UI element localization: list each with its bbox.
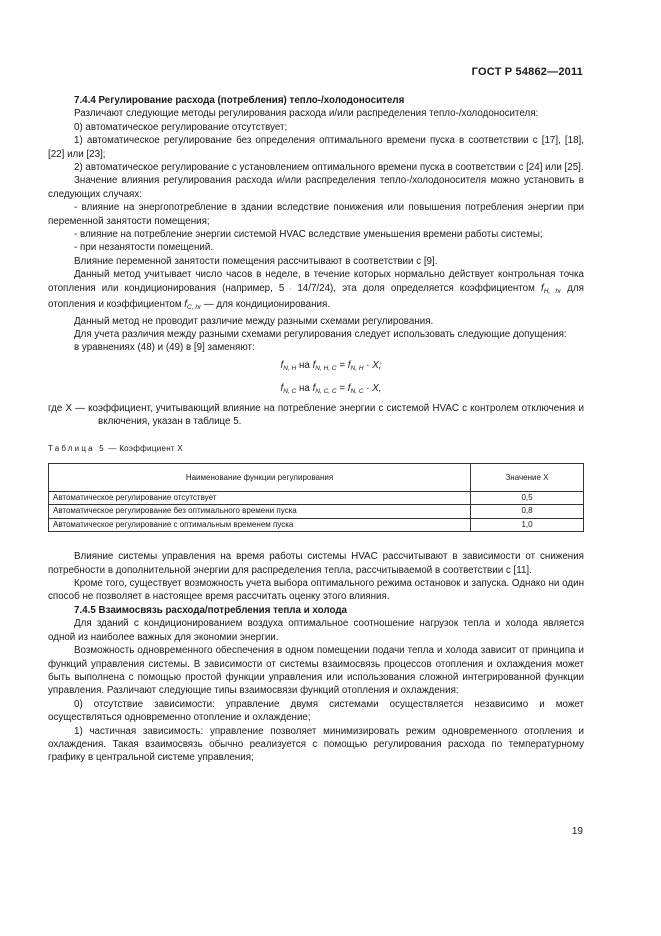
symbol-f: f xyxy=(312,383,316,395)
text-run: 14/7/24), эта доля определяется коэффициентом xyxy=(297,282,541,294)
text-run: для отопления и коэффициентом xyxy=(48,282,584,311)
list-item: 0) отсутствие зависимости: управление двумя системами осуществляется независимо и может осуществляться одновременно отопление и охлаждение; xyxy=(48,698,584,724)
page-number: 19 xyxy=(571,826,583,837)
paragraph: Влияние системы управления на время работы системы HVAC рассчитывают в зависимости от снижения потребности в дополнительной энергии для распределения тепла, рассчитываемой в соответствии с [11]. xyxy=(48,551,584,576)
table-caption-label: Таблица 5 xyxy=(48,444,106,454)
formula-2 xyxy=(78,382,584,398)
document-header: ГОСТ Р 54862—2011 xyxy=(471,66,583,78)
table-cell-value: 1,0 xyxy=(471,518,584,532)
subscript: N, H, C xyxy=(315,364,337,372)
paragraph: Данный метод не проводит различие между разными схемами регулирования. xyxy=(74,315,434,327)
text-run: — для кондиционирования. xyxy=(201,299,331,311)
formula-1 xyxy=(78,359,584,375)
paragraph: Возможность одновременного обеспечения в одном помещении подачи тепла и холода зависит от принципа и функций управления системы. В зависимости от системы взаимосвязь процессов отопления и охлаждения может быть выполнена с помощью простой функции управления или использования сложной интегрированной функции управления. Различают следующие типы взаимосвязи функций отопления и охлаждения: xyxy=(48,645,584,697)
list-item: 2) автоматическое регулирование с установлением оптимального времени пуска в соответствии с [24] или [25]. xyxy=(74,162,584,174)
paragraph: Для учета различия между разными схемами регулирования следует использовать следующие допущения: xyxy=(74,328,567,340)
table-cell-name: Автоматическое регулирование отсутствует xyxy=(49,491,471,505)
subscript: N, C xyxy=(350,388,364,396)
paragraph: Значение влияния регулирования расхода и/или распределения тепло-/холодоносителя можно установить в следующих случаях: xyxy=(48,175,584,200)
spacer xyxy=(48,532,584,550)
section-heading: 7.4.4 Регулирование расхода (потребления) тепло-/холодоносителя xyxy=(74,95,405,106)
symbol-f: f xyxy=(280,383,284,395)
table-cell-name: Автоматическое регулирование с оптимальным временем пуска xyxy=(49,518,471,532)
symbol-f: f xyxy=(280,359,284,371)
page-content xyxy=(48,94,584,765)
multiply-sign: · xyxy=(284,285,298,293)
table-row xyxy=(49,518,584,532)
list-item: 1) частичная зависимость: управление позволяет минимизировать режим одновременного отопления и охлаждения. Такая взаимосвязь обычно реализуется с помощью регулирования расхода по температурному графику в центральной системе управления; xyxy=(48,725,584,764)
symbol-f: f xyxy=(184,299,188,311)
subscript: N, H xyxy=(350,364,364,372)
paragraph: Влияние переменной занятости помещения рассчитывают в соответствии с [9]. xyxy=(74,255,438,267)
symbol-f: f xyxy=(347,383,351,395)
paragraph: Различают следующие методы регулирования расхода и/или распределения тепло-/холодоносителя: xyxy=(74,108,539,120)
symbol-f: f xyxy=(347,359,351,371)
symbol-f: f xyxy=(540,282,544,294)
column-header-value: Значение X xyxy=(471,463,584,491)
text-run: = xyxy=(336,383,348,395)
text-run: на xyxy=(296,383,313,395)
text-run: · X, xyxy=(363,383,382,395)
subscript: N, H xyxy=(283,364,297,372)
where-clause: где X — коэффициент, учитывающий влияние на потребление энергии с системой HVAC с контролем отключения и включения, указан в таблице 5. xyxy=(48,402,584,427)
text-run: на xyxy=(296,359,313,371)
table-header-row xyxy=(49,463,584,491)
list-item: - влияние на потребление энергии системой HVAC вследствие уменьшения времени работы системы; xyxy=(74,229,543,241)
list-item: - при незанятости помещений. xyxy=(74,242,214,254)
table-cell-value: 0,5 xyxy=(471,491,584,505)
paragraph: Для зданий с кондиционированием воздуха оптимальное соотношение нагрузок тепла и холода является одной из наиболее важных для экономии энергии. xyxy=(48,618,584,643)
text-run: Данный метод учитывает число часов в неделе, в течение которых нормально действует контрольная точка отопления или кондиционирования (например, 5 xyxy=(48,269,584,294)
list-item: 1) автоматическое регулирование без определения оптимального времени пуска в соответствии с [17], [18], [22] или [23]; xyxy=(48,135,584,160)
table-caption xyxy=(48,442,584,455)
list-item: - влияние на энергопотребление в здании вследствие понижения или повышения потребления энергии при переменной занятости помещения; xyxy=(48,202,584,227)
column-header-name: Наименование функции регулирования xyxy=(49,463,471,491)
subscript: C, hr xyxy=(187,304,202,312)
subscript: N, C, C xyxy=(315,388,337,396)
table-5 xyxy=(48,463,584,533)
table-row xyxy=(49,491,584,505)
subscript: H, hr xyxy=(543,287,562,295)
table-cell-name: Автоматическое регулирование без оптимального времени пуска xyxy=(49,505,471,519)
table-row xyxy=(49,505,584,519)
section-heading: 7.4.5 Взаимосвязь расхода/потребления тепла и холода xyxy=(74,604,347,616)
symbol-f: f xyxy=(312,359,316,371)
text-run: · X; xyxy=(363,359,382,371)
table-cell-value: 0,8 xyxy=(471,505,584,519)
subscript: N, C xyxy=(283,388,297,396)
paragraph: в уравнениях (48) и (49) в [9] заменяют: xyxy=(74,342,255,354)
paragraph: Кроме того, существует возможность учета выбора оптимального режима остановок и запуска. Однако ни один способ не позволяет в настоящее время рассчитать оценку этого влияния. xyxy=(48,578,584,603)
list-item: 0) автоматическое регулирование отсутствует; xyxy=(74,121,288,133)
paragraph xyxy=(48,268,584,314)
text-run: = xyxy=(336,359,348,371)
table-caption-text: — Коэффициент X xyxy=(105,444,184,454)
